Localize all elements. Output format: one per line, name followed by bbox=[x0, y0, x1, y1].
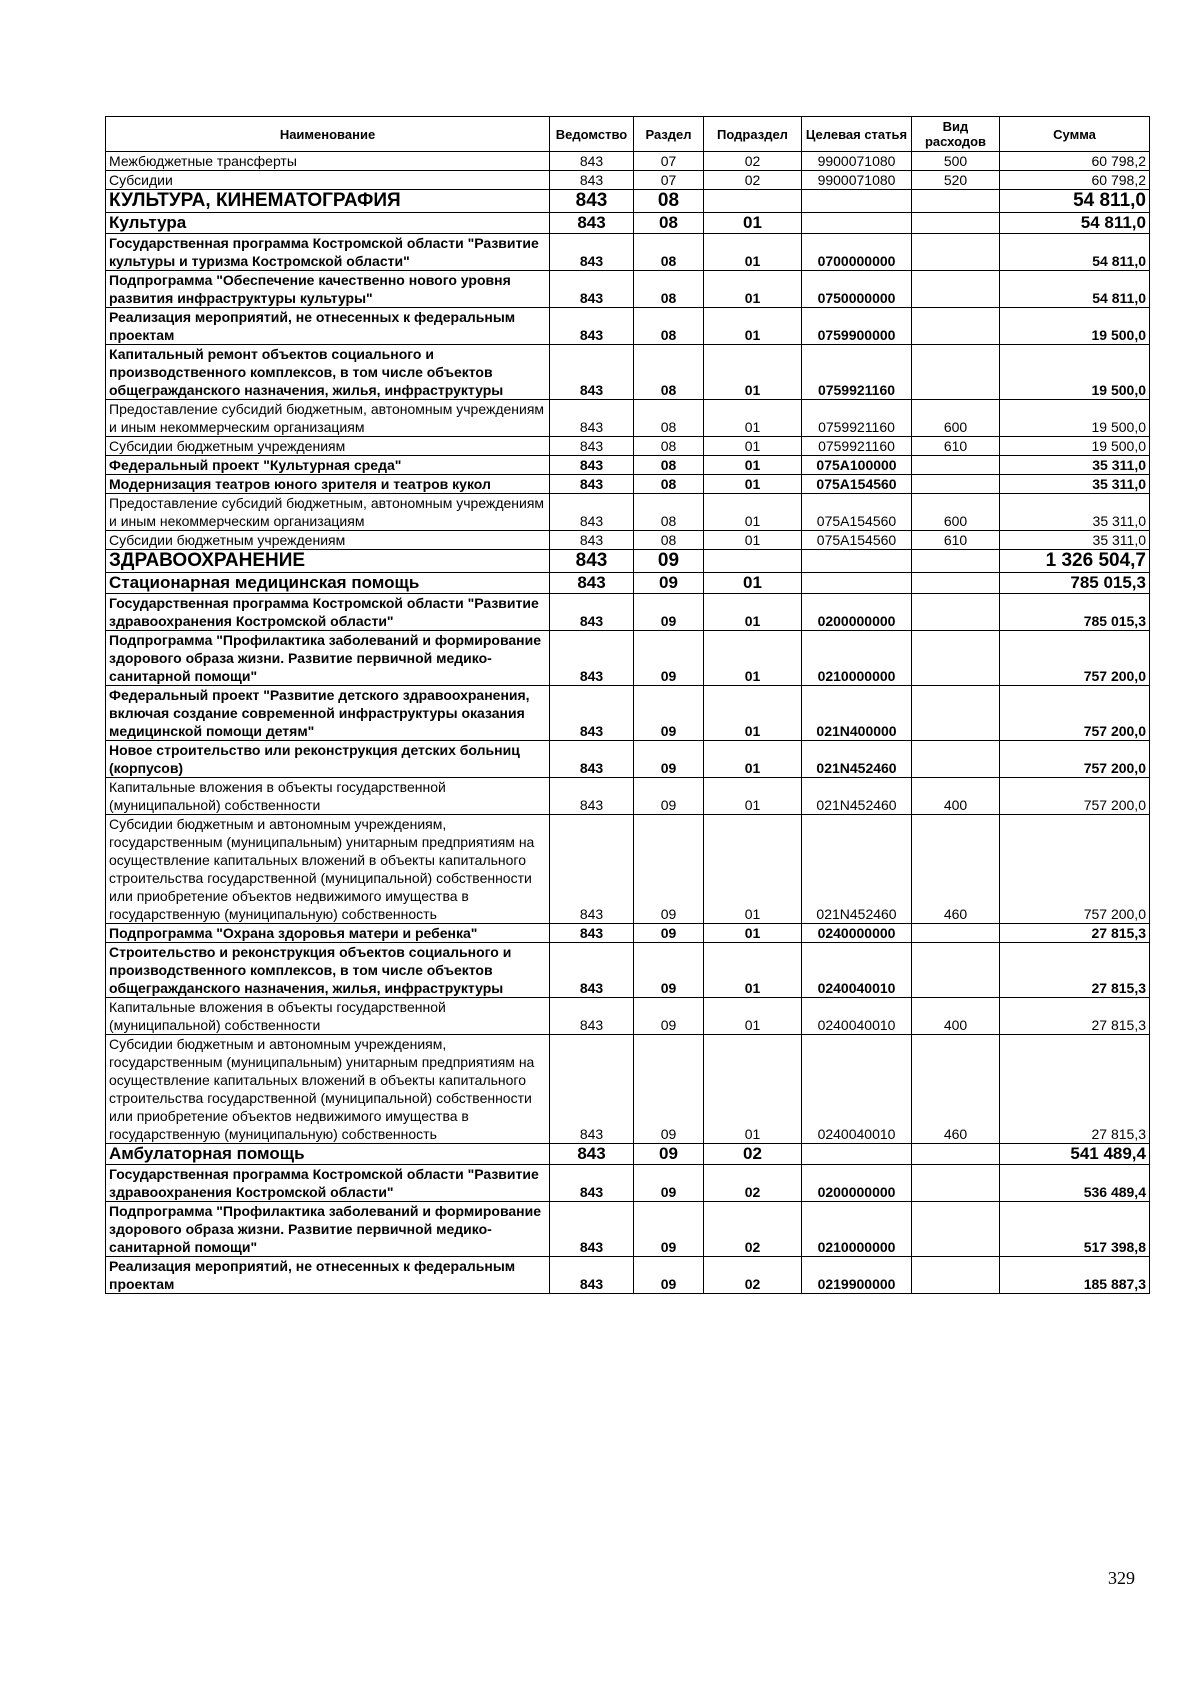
column-header-statya: Целевая статья bbox=[802, 117, 912, 152]
cell-statya: 0240000000 bbox=[802, 924, 912, 943]
table-row bbox=[106, 1144, 1150, 1165]
cell-name: Новое строительство или реконструкция детских больниц (корпусов) bbox=[106, 741, 550, 778]
column-header-razdel: Раздел bbox=[634, 117, 704, 152]
table-row bbox=[106, 1257, 1150, 1294]
cell-podrazdel: 01 bbox=[704, 1035, 802, 1144]
cell-summa: 54 811,0 bbox=[1000, 234, 1150, 271]
cell-ved: 843 bbox=[550, 475, 634, 494]
cell-vid bbox=[912, 475, 1000, 494]
cell-name: Культура bbox=[106, 213, 550, 234]
cell-razdel: 09 bbox=[634, 1035, 704, 1144]
cell-statya: 021N452460 bbox=[802, 778, 912, 815]
table-row bbox=[106, 271, 1150, 308]
cell-name: Стационарная медицинская помощь bbox=[106, 573, 550, 594]
cell-statya: 0240040010 bbox=[802, 998, 912, 1035]
cell-razdel: 09 bbox=[634, 573, 704, 594]
table-row bbox=[106, 400, 1150, 437]
cell-razdel: 08 bbox=[634, 456, 704, 475]
cell-ved: 843 bbox=[550, 998, 634, 1035]
cell-statya: 9900071080 bbox=[802, 152, 912, 171]
cell-summa: 785 015,3 bbox=[1000, 573, 1150, 594]
cell-razdel: 09 bbox=[634, 1202, 704, 1257]
cell-summa: 536 489,4 bbox=[1000, 1165, 1150, 1202]
cell-name: Подпрограмма "Обеспечение качественно нового уровня развития инфраструктуры культуры" bbox=[106, 271, 550, 308]
cell-summa: 35 311,0 bbox=[1000, 494, 1150, 531]
cell-podrazdel: 01 bbox=[704, 234, 802, 271]
cell-summa: 35 311,0 bbox=[1000, 531, 1150, 550]
cell-summa: 19 500,0 bbox=[1000, 308, 1150, 345]
cell-podrazdel: 01 bbox=[704, 456, 802, 475]
cell-name: Реализация мероприятий, не отнесенных к федеральным проектам bbox=[106, 308, 550, 345]
table-row bbox=[106, 345, 1150, 400]
table-body bbox=[106, 152, 1150, 1294]
cell-ved: 843 bbox=[550, 308, 634, 345]
cell-name: Субсидии бюджетным и автономным учреждениям, государственным (муниципальным) унитарным предприятиям на осуществление капитальных вложений в объекты капитального строительства государственной (муниципальной) собственности или приобретение объектов недвижимого имущества в государственную (муниципальную) собственность bbox=[106, 1035, 550, 1144]
cell-vid bbox=[912, 190, 1000, 213]
cell-podrazdel: 01 bbox=[704, 271, 802, 308]
cell-razdel: 07 bbox=[634, 152, 704, 171]
column-header-vid: Вид расходов bbox=[912, 117, 1000, 152]
cell-podrazdel: 02 bbox=[704, 1144, 802, 1165]
cell-razdel: 09 bbox=[634, 550, 704, 573]
cell-razdel: 07 bbox=[634, 171, 704, 190]
cell-ved: 843 bbox=[550, 778, 634, 815]
cell-statya: 0210000000 bbox=[802, 631, 912, 686]
cell-summa: 1 326 504,7 bbox=[1000, 550, 1150, 573]
cell-podrazdel: 01 bbox=[704, 494, 802, 531]
cell-razdel: 09 bbox=[634, 998, 704, 1035]
cell-podrazdel: 01 bbox=[704, 686, 802, 741]
cell-summa: 757 200,0 bbox=[1000, 815, 1150, 924]
column-header-ved: Ведомство bbox=[550, 117, 634, 152]
cell-razdel: 08 bbox=[634, 345, 704, 400]
cell-summa: 757 200,0 bbox=[1000, 631, 1150, 686]
cell-vid: 610 bbox=[912, 531, 1000, 550]
cell-name: Субсидии бюджетным учреждениям bbox=[106, 437, 550, 456]
cell-ved: 843 bbox=[550, 271, 634, 308]
cell-ved: 843 bbox=[550, 1202, 634, 1257]
cell-razdel: 08 bbox=[634, 234, 704, 271]
table-row bbox=[106, 213, 1150, 234]
cell-name: Федеральный проект "Развитие детского здравоохранения, включая создание современной инфраструктуры оказания медицинской помощи детям" bbox=[106, 686, 550, 741]
cell-summa: 517 398,8 bbox=[1000, 1202, 1150, 1257]
cell-summa: 27 815,3 bbox=[1000, 943, 1150, 998]
cell-razdel: 09 bbox=[634, 924, 704, 943]
table-row bbox=[106, 741, 1150, 778]
cell-razdel: 08 bbox=[634, 271, 704, 308]
table-row bbox=[106, 998, 1150, 1035]
table-row bbox=[106, 494, 1150, 531]
cell-statya: 0759921160 bbox=[802, 437, 912, 456]
cell-summa: 35 311,0 bbox=[1000, 475, 1150, 494]
cell-statya: 075A154560 bbox=[802, 475, 912, 494]
cell-vid: 400 bbox=[912, 778, 1000, 815]
cell-summa: 785 015,3 bbox=[1000, 594, 1150, 631]
cell-podrazdel: 01 bbox=[704, 778, 802, 815]
cell-ved: 843 bbox=[550, 594, 634, 631]
cell-ved: 843 bbox=[550, 686, 634, 741]
cell-vid bbox=[912, 308, 1000, 345]
column-header-name: Наименование bbox=[106, 117, 550, 152]
cell-vid bbox=[912, 271, 1000, 308]
cell-podrazdel: 01 bbox=[704, 475, 802, 494]
cell-razdel: 09 bbox=[634, 594, 704, 631]
cell-statya: 021N400000 bbox=[802, 686, 912, 741]
cell-razdel: 09 bbox=[634, 686, 704, 741]
cell-podrazdel: 01 bbox=[704, 573, 802, 594]
table-row bbox=[106, 308, 1150, 345]
cell-vid: 520 bbox=[912, 171, 1000, 190]
cell-vid bbox=[912, 1257, 1000, 1294]
cell-vid bbox=[912, 594, 1000, 631]
cell-statya: 0759900000 bbox=[802, 308, 912, 345]
cell-vid bbox=[912, 741, 1000, 778]
table-row bbox=[106, 631, 1150, 686]
cell-ved: 843 bbox=[550, 943, 634, 998]
cell-name: Субсидии бюджетным и автономным учреждениям, государственным (муниципальным) унитарным предприятиям на осуществление капитальных вложений в объекты капитального строительства государственной (муниципальной) собственности или приобретение объектов недвижимого имущества в государственную (муниципальную) собственность bbox=[106, 815, 550, 924]
cell-vid: 600 bbox=[912, 400, 1000, 437]
cell-statya: 0200000000 bbox=[802, 594, 912, 631]
cell-name: Строительство и реконструкция объектов социального и производственного комплексов, в том числе объектов общегражданского назначения, жилья, инфраструктуры bbox=[106, 943, 550, 998]
cell-vid bbox=[912, 550, 1000, 573]
cell-statya: 0750000000 bbox=[802, 271, 912, 308]
cell-podrazdel: 01 bbox=[704, 998, 802, 1035]
cell-summa: 19 500,0 bbox=[1000, 437, 1150, 456]
cell-statya: 0219900000 bbox=[802, 1257, 912, 1294]
cell-podrazdel: 01 bbox=[704, 741, 802, 778]
cell-summa: 54 811,0 bbox=[1000, 271, 1150, 308]
cell-ved: 843 bbox=[550, 631, 634, 686]
cell-podrazdel: 01 bbox=[704, 531, 802, 550]
table-row bbox=[106, 778, 1150, 815]
cell-podrazdel: 01 bbox=[704, 924, 802, 943]
cell-razdel: 08 bbox=[634, 213, 704, 234]
cell-vid bbox=[912, 1144, 1000, 1165]
cell-razdel: 09 bbox=[634, 631, 704, 686]
cell-vid: 600 bbox=[912, 494, 1000, 531]
cell-name: Межбюджетные трансферты bbox=[106, 152, 550, 171]
table-row bbox=[106, 456, 1150, 475]
column-header-summa: Сумма bbox=[1000, 117, 1150, 152]
cell-razdel: 08 bbox=[634, 190, 704, 213]
cell-summa: 757 200,0 bbox=[1000, 741, 1150, 778]
cell-podrazdel: 02 bbox=[704, 152, 802, 171]
cell-vid bbox=[912, 345, 1000, 400]
cell-ved: 843 bbox=[550, 1035, 634, 1144]
cell-name: Федеральный проект "Культурная среда" bbox=[106, 456, 550, 475]
cell-name: Модернизация театров юного зрителя и театров кукол bbox=[106, 475, 550, 494]
cell-razdel: 08 bbox=[634, 531, 704, 550]
table-row bbox=[106, 475, 1150, 494]
cell-statya: 0759921160 bbox=[802, 400, 912, 437]
cell-ved: 843 bbox=[550, 345, 634, 400]
cell-ved: 843 bbox=[550, 190, 634, 213]
cell-name: Государственная программа Костромской области "Развитие культуры и туризма Костромской области" bbox=[106, 234, 550, 271]
cell-podrazdel: 01 bbox=[704, 631, 802, 686]
cell-razdel: 08 bbox=[634, 494, 704, 531]
cell-vid: 400 bbox=[912, 998, 1000, 1035]
cell-name: Субсидии bbox=[106, 171, 550, 190]
cell-vid: 460 bbox=[912, 1035, 1000, 1144]
cell-vid bbox=[912, 1202, 1000, 1257]
cell-statya bbox=[802, 550, 912, 573]
table-row bbox=[106, 573, 1150, 594]
cell-vid: 500 bbox=[912, 152, 1000, 171]
cell-ved: 843 bbox=[550, 531, 634, 550]
table-row bbox=[106, 943, 1150, 998]
cell-vid: 460 bbox=[912, 815, 1000, 924]
cell-name: Капитальный ремонт объектов социального и производственного комплексов, в том числе объектов общегражданского назначения, жилья, инфраструктуры bbox=[106, 345, 550, 400]
cell-podrazdel: 02 bbox=[704, 171, 802, 190]
column-header-podrazdel: Подраздел bbox=[704, 117, 802, 152]
table-row bbox=[106, 531, 1150, 550]
cell-summa: 60 798,2 bbox=[1000, 152, 1150, 171]
cell-statya: 021N452460 bbox=[802, 815, 912, 924]
cell-podrazdel: 01 bbox=[704, 308, 802, 345]
cell-statya: 0200000000 bbox=[802, 1165, 912, 1202]
cell-vid: 610 bbox=[912, 437, 1000, 456]
cell-razdel: 08 bbox=[634, 437, 704, 456]
cell-summa: 27 815,3 bbox=[1000, 924, 1150, 943]
cell-name: Предоставление субсидий бюджетным, автономным учреждениям и иным некоммерческим организациям bbox=[106, 494, 550, 531]
cell-statya: 0759921160 bbox=[802, 345, 912, 400]
cell-podrazdel bbox=[704, 550, 802, 573]
cell-name: Капитальные вложения в объекты государственной (муниципальной) собственности bbox=[106, 778, 550, 815]
cell-vid bbox=[912, 456, 1000, 475]
cell-ved: 843 bbox=[550, 456, 634, 475]
table-row bbox=[106, 550, 1150, 573]
cell-summa: 27 815,3 bbox=[1000, 1035, 1150, 1144]
page-number: 329 bbox=[1108, 1568, 1135, 1588]
cell-ved: 843 bbox=[550, 437, 634, 456]
cell-name: ЗДРАВООХРАНЕНИЕ bbox=[106, 550, 550, 573]
cell-statya: 075A154560 bbox=[802, 531, 912, 550]
cell-vid bbox=[912, 943, 1000, 998]
cell-podrazdel: 01 bbox=[704, 437, 802, 456]
cell-summa: 35 311,0 bbox=[1000, 456, 1150, 475]
cell-razdel: 09 bbox=[634, 741, 704, 778]
table-row bbox=[106, 190, 1150, 213]
cell-statya: 9900071080 bbox=[802, 171, 912, 190]
cell-vid bbox=[912, 573, 1000, 594]
table-row bbox=[106, 171, 1150, 190]
cell-name: Подпрограмма "Профилактика заболеваний и формирование здорового образа жизни. Развитие первичной медико-санитарной помощи" bbox=[106, 1202, 550, 1257]
cell-ved: 843 bbox=[550, 815, 634, 924]
cell-summa: 54 811,0 bbox=[1000, 213, 1150, 234]
table-row bbox=[106, 152, 1150, 171]
cell-statya: 0240040010 bbox=[802, 1035, 912, 1144]
cell-summa: 185 887,3 bbox=[1000, 1257, 1150, 1294]
cell-statya: 0210000000 bbox=[802, 1202, 912, 1257]
cell-podrazdel: 01 bbox=[704, 400, 802, 437]
table-row bbox=[106, 686, 1150, 741]
cell-ved: 843 bbox=[550, 234, 634, 271]
cell-razdel: 09 bbox=[634, 943, 704, 998]
table-row bbox=[106, 815, 1150, 924]
cell-razdel: 09 bbox=[634, 1257, 704, 1294]
cell-ved: 843 bbox=[550, 400, 634, 437]
cell-podrazdel: 02 bbox=[704, 1257, 802, 1294]
cell-razdel: 09 bbox=[634, 1144, 704, 1165]
cell-ved: 843 bbox=[550, 550, 634, 573]
cell-name: Реализация мероприятий, не отнесенных к федеральным проектам bbox=[106, 1257, 550, 1294]
cell-statya: 0700000000 bbox=[802, 234, 912, 271]
cell-ved: 843 bbox=[550, 213, 634, 234]
cell-summa: 19 500,0 bbox=[1000, 345, 1150, 400]
cell-statya: 0240040010 bbox=[802, 943, 912, 998]
cell-razdel: 08 bbox=[634, 308, 704, 345]
cell-summa: 757 200,0 bbox=[1000, 686, 1150, 741]
cell-podrazdel: 02 bbox=[704, 1202, 802, 1257]
budget-table bbox=[105, 116, 1150, 1294]
cell-podrazdel: 01 bbox=[704, 345, 802, 400]
cell-razdel: 09 bbox=[634, 778, 704, 815]
cell-name: Государственная программа Костромской области "Развитие здравоохранения Костромской области" bbox=[106, 1165, 550, 1202]
cell-name: КУЛЬТУРА, КИНЕМАТОГРАФИЯ bbox=[106, 190, 550, 213]
cell-name: Подпрограмма "Профилактика заболеваний и формирование здорового образа жизни. Развитие первичной медико-санитарной помощи" bbox=[106, 631, 550, 686]
cell-statya bbox=[802, 1144, 912, 1165]
cell-ved: 843 bbox=[550, 741, 634, 778]
cell-statya: 021N452460 bbox=[802, 741, 912, 778]
cell-ved: 843 bbox=[550, 171, 634, 190]
cell-podrazdel: 01 bbox=[704, 213, 802, 234]
cell-summa: 54 811,0 bbox=[1000, 190, 1150, 213]
cell-ved: 843 bbox=[550, 573, 634, 594]
cell-vid bbox=[912, 686, 1000, 741]
cell-summa: 541 489,4 bbox=[1000, 1144, 1150, 1165]
cell-podrazdel: 02 bbox=[704, 1165, 802, 1202]
cell-ved: 843 bbox=[550, 1144, 634, 1165]
cell-podrazdel: 01 bbox=[704, 594, 802, 631]
cell-statya: 075A100000 bbox=[802, 456, 912, 475]
cell-podrazdel bbox=[704, 190, 802, 213]
cell-podrazdel: 01 bbox=[704, 815, 802, 924]
cell-ved: 843 bbox=[550, 924, 634, 943]
table-row bbox=[106, 1202, 1150, 1257]
cell-summa: 60 798,2 bbox=[1000, 171, 1150, 190]
cell-vid bbox=[912, 924, 1000, 943]
cell-vid bbox=[912, 234, 1000, 271]
cell-name: Подпрограмма "Охрана здоровья матери и ребенка" bbox=[106, 924, 550, 943]
cell-ved: 843 bbox=[550, 1165, 634, 1202]
cell-vid bbox=[912, 1165, 1000, 1202]
cell-summa: 757 200,0 bbox=[1000, 778, 1150, 815]
cell-summa: 19 500,0 bbox=[1000, 400, 1150, 437]
cell-ved: 843 bbox=[550, 152, 634, 171]
cell-summa: 27 815,3 bbox=[1000, 998, 1150, 1035]
cell-vid bbox=[912, 213, 1000, 234]
cell-ved: 843 bbox=[550, 494, 634, 531]
cell-razdel: 09 bbox=[634, 1165, 704, 1202]
table-row bbox=[106, 924, 1150, 943]
cell-vid bbox=[912, 631, 1000, 686]
table-row bbox=[106, 594, 1150, 631]
cell-razdel: 08 bbox=[634, 475, 704, 494]
cell-name: Амбулаторная помощь bbox=[106, 1144, 550, 1165]
cell-name: Государственная программа Костромской области "Развитие здравоохранения Костромской области" bbox=[106, 594, 550, 631]
cell-razdel: 09 bbox=[634, 815, 704, 924]
cell-podrazdel: 01 bbox=[704, 943, 802, 998]
table-row bbox=[106, 1035, 1150, 1144]
cell-name: Капитальные вложения в объекты государственной (муниципальной) собственности bbox=[106, 998, 550, 1035]
table-row bbox=[106, 1165, 1150, 1202]
table-row bbox=[106, 234, 1150, 271]
cell-ved: 843 bbox=[550, 1257, 634, 1294]
cell-name: Субсидии бюджетным учреждениям bbox=[106, 531, 550, 550]
cell-statya bbox=[802, 573, 912, 594]
cell-name: Предоставление субсидий бюджетным, автономным учреждениям и иным некоммерческим организациям bbox=[106, 400, 550, 437]
cell-razdel: 08 bbox=[634, 400, 704, 437]
cell-statya bbox=[802, 213, 912, 234]
cell-statya: 075A154560 bbox=[802, 494, 912, 531]
table-header-row bbox=[106, 117, 1150, 152]
table-row bbox=[106, 437, 1150, 456]
cell-statya bbox=[802, 190, 912, 213]
